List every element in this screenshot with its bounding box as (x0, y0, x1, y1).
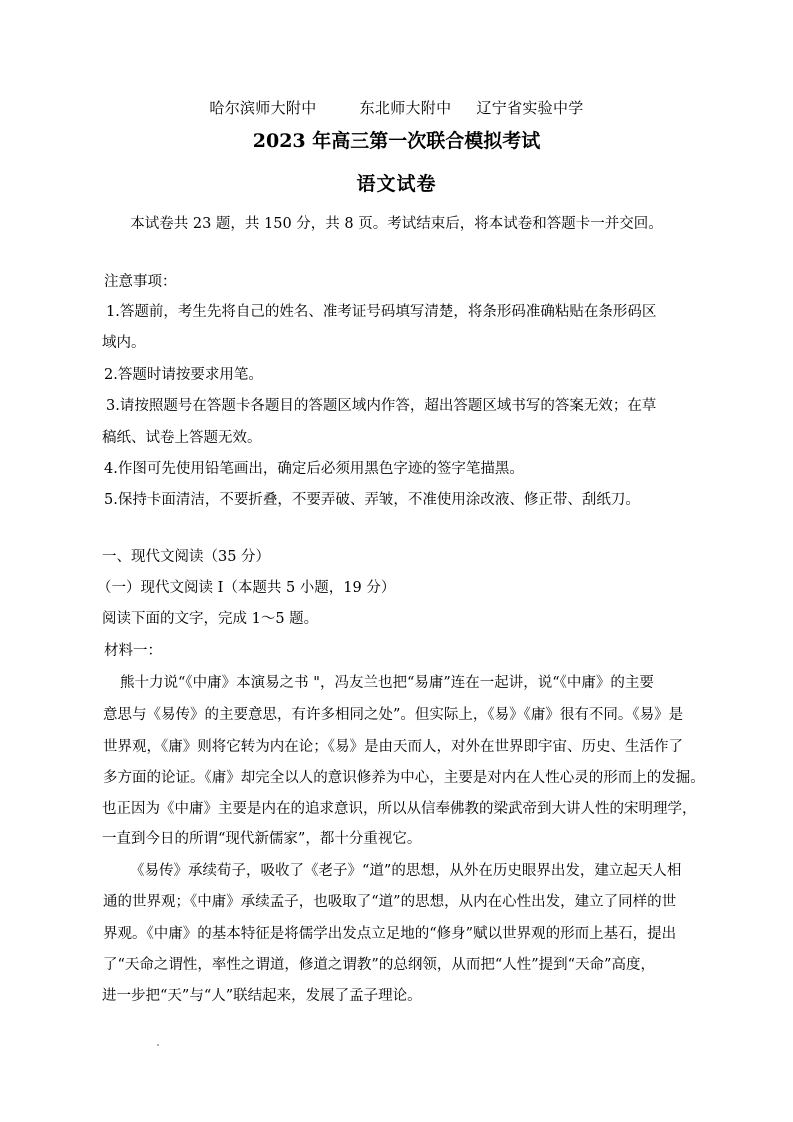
notice-heading: 注意事项： (104, 274, 177, 290)
exam-subject: 语文试卷 (356, 173, 437, 195)
exam-intro: 本试卷共 23 题，共 150 分，共 8 页。考试结束后，将本试卷和答题卡一并交回。 (130, 216, 663, 232)
para1-line-3: 世界观，《庸》则将它转为内在论；《易》是由天而人，对外在世界即宇宙、历史、生活作了 (103, 739, 683, 755)
notice-item-3-cont: 稿纸、试卷上答题无效。 (102, 430, 262, 446)
para1-line-1: 熊十力说“《中庸》本演易之书 "，冯友兰也把“易庸”连在一起讲，说“《中庸》的主要 (120, 675, 654, 691)
notice-item-2: 2.答题时请按要求用笔。 (104, 367, 263, 383)
school-1: 哈尔滨师大附中 (209, 99, 317, 117)
para1-line-6: 一直到今日的所谓“现代新儒家”，都十分重视它。 (102, 831, 422, 847)
notice-item-3: 3.请按照题号在答题卡各题目的答题区域内作答，超出答题区域书写的答案无效；在草 (106, 398, 657, 414)
page-mark-dot (157, 1044, 159, 1046)
para2-line-1: 《易传》承续荀子，吸收了《老子》“道”的思想，从外在历史眼界出发，建立起天人相 (130, 863, 682, 879)
notice-item-5: 5.保持卡面清洁，不要折叠，不要弄破、弄皱，不准使用涂改液、修正带、刮纸刀。 (104, 492, 640, 508)
para1-line-2: 意思与《易传》的主要意思，有许多相同之处”。但实际上，《易》《庸》很有不同。《易》是 (103, 707, 684, 723)
school-names (0, 98, 793, 118)
material-label: 材料一： (104, 643, 162, 659)
school-3: 辽宁省实验中学 (476, 99, 584, 117)
para1-line-5: 也正因为《中庸》主要是内在的追求意识，所以从信奉佛教的梁武帝到大讲人性的宋明理学， (102, 801, 697, 817)
section-subheading: （一）现代文阅读 I（本题共 5 小题，19 分） (97, 580, 396, 596)
exam-title: 2023 年高三第一次联合模拟考试 (252, 130, 541, 152)
para2-line-4: 了“天命之谓性，率性之谓道，修道之谓教”的总纲领，从而把“人性”提到“天命”高度， (103, 957, 655, 973)
notice-item-1: 1.答题前，考生先将自己的姓名、准考证号码填写清楚，将条形码准确粘贴在条形码区 (106, 304, 657, 320)
notice-item-1-cont: 域内。 (102, 335, 146, 351)
para1-line-4: 多方面的论证。《庸》却完全以人的意识修养为中心，主要是对内在人性心灵的形而上的发掘。 (103, 770, 705, 786)
para2-line-3: 界观。《中庸》的基本特征是将儒学出发点立足地的“修身”赋以世界观的形而上基石，提出 (103, 926, 677, 942)
section-heading: 一、现代文阅读（35 分） (102, 549, 271, 565)
para2-line-2: 通的世界观；《中庸》承续孟子，也吸取了“道”的思想，从内在心性出发，建立了同样的世 (103, 894, 677, 910)
para2-line-5: 进一步把“天”与“人”联结起来，发展了孟子理论。 (102, 988, 422, 1004)
notice-item-4: 4.作图可先使用铅笔画出，确定后必须用黑色字迹的签字笔描黑。 (104, 461, 524, 477)
reading-instruction: 阅读下面的文字，完成 1～5 题。 (102, 611, 319, 627)
school-2: 东北师大附中 (359, 99, 452, 117)
